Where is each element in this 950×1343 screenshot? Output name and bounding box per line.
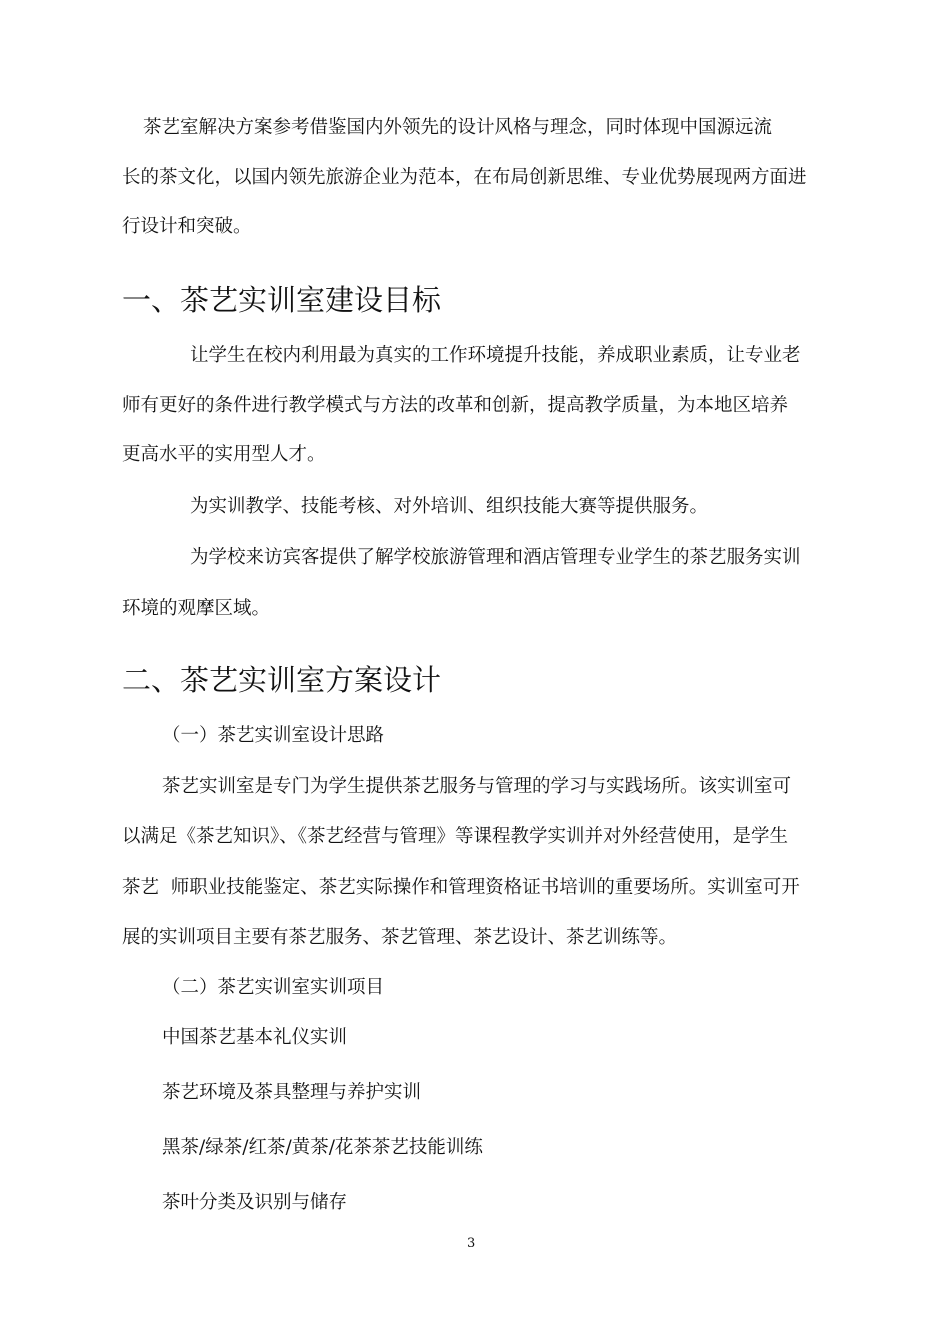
s2-para1-line-3: 茶艺 师职业技能鉴定、茶艺实际操作和管理资格证书培训的重要场所。实训室可开 bbox=[122, 877, 800, 898]
intro-line-2: 长的茶文化，以国内领先旅游企业为范本，在布局创新思维、专业优势展现两方面进 bbox=[122, 167, 807, 188]
s2-list-item-3: 黑茶/绿茶/红茶/黄茶/花茶茶艺技能训练 bbox=[162, 1137, 483, 1158]
page-number: 3 bbox=[467, 1236, 476, 1251]
s2-subheading-2: （二）茶艺实训室实训项目 bbox=[162, 977, 385, 998]
section-1-heading: 一、茶艺实训室建设目标 bbox=[122, 283, 442, 317]
s2-list-item-2: 茶艺环境及茶具整理与养护实训 bbox=[162, 1082, 422, 1103]
section-2-heading: 二、茶艺实训室方案设计 bbox=[122, 663, 442, 697]
s1-para3-line-1: 为学校来访宾客提供了解学校旅游管理和酒店管理专业学生的茶艺服务实训 bbox=[190, 547, 801, 568]
intro-line-1: 茶艺室解决方案参考借鉴国内外领先的设计风格与理念，同时体现中国源远流 bbox=[143, 117, 773, 138]
s2-list-item-4: 茶叶分类及识别与储存 bbox=[162, 1192, 348, 1213]
s1-para2: 为实训教学、技能考核、对外培训、组织技能大赛等提供服务。 bbox=[190, 496, 709, 517]
s2-subheading-1: （一）茶艺实训室设计思路 bbox=[162, 725, 385, 746]
s1-para1-line-1: 让学生在校内利用最为真实的工作环境提升技能，养成职业素质，让专业老 bbox=[190, 345, 801, 366]
s2-para1-line-1: 茶艺实训室是专门为学生提供茶艺服务与管理的学习与实践场所。该实训室可 bbox=[162, 776, 792, 797]
s1-para1-line-2: 师有更好的条件进行教学模式与方法的改革和创新，提高教学质量，为本地区培养 bbox=[122, 395, 789, 416]
s2-list-item-1: 中国茶艺基本礼仪实训 bbox=[162, 1027, 348, 1048]
intro-line-3: 行设计和突破。 bbox=[122, 216, 252, 237]
s2-para1-line-4: 展的实训项目主要有茶艺服务、茶艺管理、茶艺设计、茶艺训练等。 bbox=[122, 927, 678, 948]
s1-para1-line-3: 更高水平的实用型人才。 bbox=[122, 444, 326, 465]
s2-para1-line-2: 以满足《茶艺知识》、《茶艺经营与管理》等课程教学实训并对外经营使用，是学生 bbox=[122, 826, 789, 847]
s1-para3-line-2: 环境的观摩区域。 bbox=[122, 598, 271, 619]
